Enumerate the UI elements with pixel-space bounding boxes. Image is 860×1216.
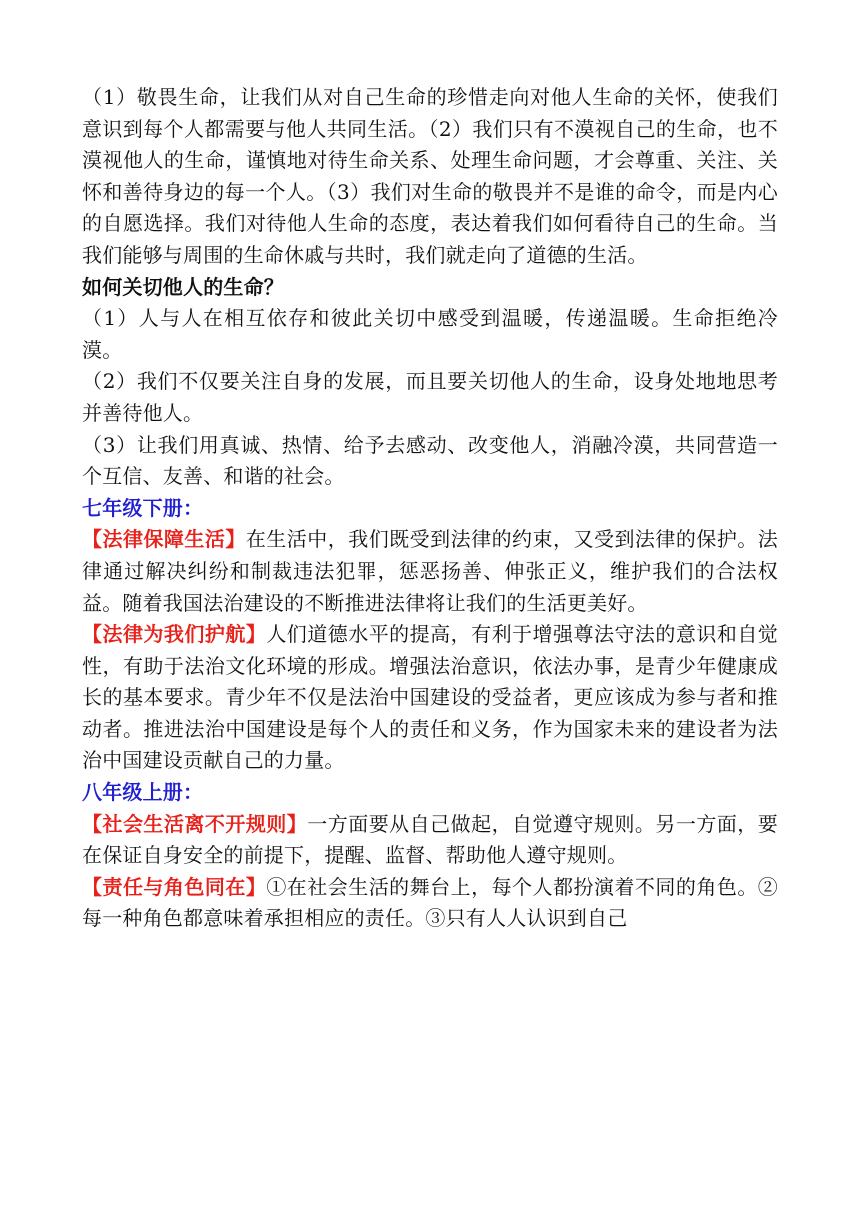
paragraph-care-2: （2）我们不仅要关注自身的发展，而且要关切他人的生命，设身处地地思考并善待他人。 — [82, 369, 778, 425]
paragraph-care-1: （1）人与人在相互依存和彼此关切中感受到温暖，传递温暖。生命拒绝冷漠。 — [82, 306, 778, 362]
item-tag: 【社会生活离不开规则】 — [82, 811, 308, 836]
document-page — [82, 82, 778, 935]
item-text: 在生活中，我们既受到法律的约束，又受到法律的保护。法律通过解决纠纷和制裁违法犯罪，惩恶扬善、伸张正义，维护我们的合法权益。随着我国法治建设的不断推进法律将让我们的生活更美好。 — [82, 527, 778, 615]
item-tag: 【法律为我们护航】 — [82, 622, 267, 647]
item-law-protects-life — [82, 524, 778, 619]
section-title-grade7-down: 七年级下册： — [82, 495, 204, 520]
paragraph-respect-life: （1）敬畏生命，让我们从对自己生命的珍惜走向对他人生命的关怀，使我们意识到每个人都需要与他人共同生活。（2）我们只有不漠视自己的生命，也不漠视他人的生命，谨慎地对待生命关系、处理生命问题，才会尊重、关注、关怀和善待身边的每一个人。（3）我们对生命的敬畏并不是谁的命令，而是内心的自愿选择。我们对待他人生命的态度，表达着我们如何看待自己的生命。当我们能够与周围的生命休戚与共时，我们就走向了道德的生活。 — [82, 85, 778, 267]
item-text: 人们道德水平的提高，有利于增强尊法守法的意识和自觉性，有助于法治文化环境的形成。增强法治意识，依法办事，是青少年健康成长的基本要求。青少年不仅是法治中国建设的受益者，更应该成为参与者和推动者。推进法治中国建设是每个人的责任和义务，作为国家未来的建设者为法治中国建设贡献自己的力量。 — [82, 622, 778, 773]
item-tag: 【法律保障生活】 — [82, 527, 246, 552]
item-text: ①在社会生活的舞台上，每个人都扮演着不同的角色。②每一种角色都意味着承担相应的责任。③只有人人认识到自己 — [82, 874, 778, 931]
item-society-needs-rules — [82, 809, 778, 872]
question-heading: 如何关切他人的生命？ — [82, 274, 284, 299]
section-title-grade8-up: 八年级上册： — [82, 780, 204, 805]
item-tag: 【责任与角色同在】 — [82, 874, 267, 899]
paragraph-care-3: （3）让我们用真诚、热情、给予去感动、改变他人，消融冷漠，共同营造一个互信、友善、和谐的社会。 — [82, 432, 778, 489]
item-law-escorts-us — [82, 619, 778, 777]
item-responsibility-and-role — [82, 872, 778, 935]
item-text: 一方面要从自己做起，自觉遵守规则。另一方面，要在保证自身安全的前提下，提醒、监督、帮助他人遵守规则。 — [82, 811, 778, 868]
